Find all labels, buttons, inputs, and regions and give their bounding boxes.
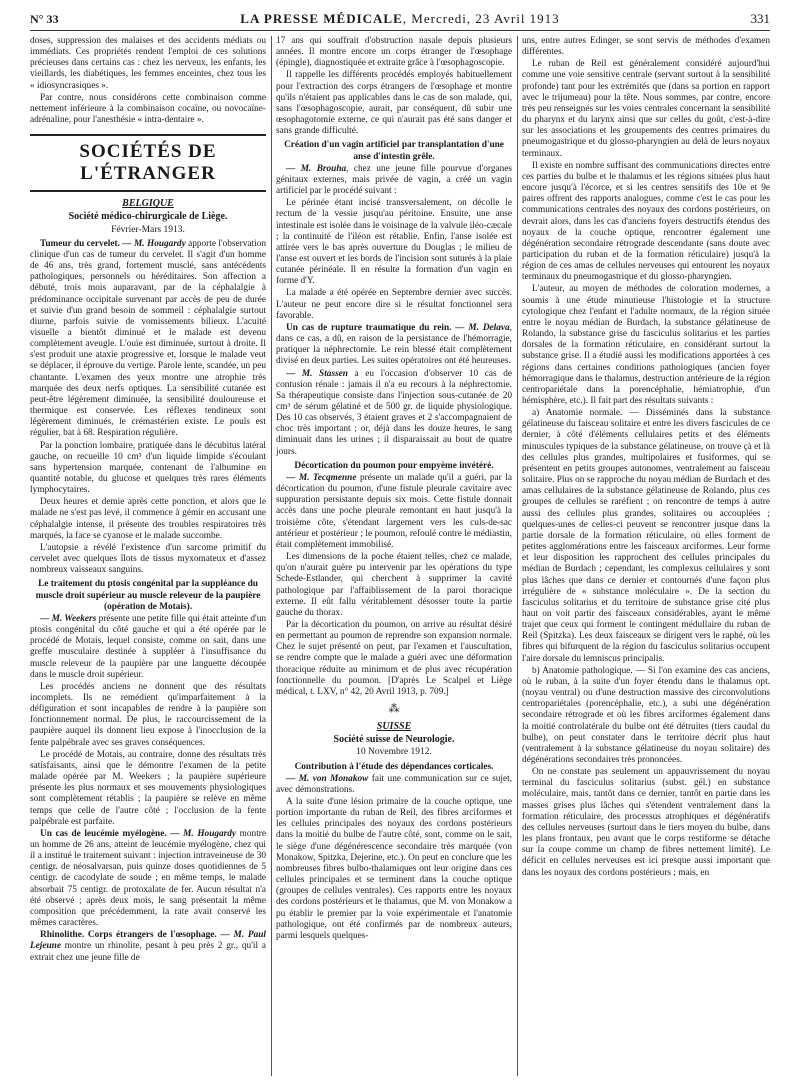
article-title: Tumeur du cervelet. xyxy=(40,238,120,249)
article-title: Création d'un vagin artificiel par transplantation d'une anse d'intestin grêle. xyxy=(284,140,504,162)
article-title: Rhinolithe. Corps étrangers de l'œsophage. xyxy=(40,930,217,941)
column-rule xyxy=(517,36,518,1076)
page-number: 331 xyxy=(750,11,770,26)
journal-title xyxy=(30,11,770,27)
article-author: — M. Stassen xyxy=(286,368,348,379)
journal-name: LA PRESSE MÉDICALE xyxy=(240,11,403,26)
article-title: Le traitement du ptosis congénital par la suppléance du muscle droit supérieur au muscle releveur de la paupière (opération de Motais). xyxy=(35,579,261,612)
paragraph: Par la décortication du poumon, on arrive au résultat désiré en permettant au poumon de reprendre son expansion normale. Chez le sujet présenté on peut, par l'examen et l'auscultation, se rendre compte que le malade a guéri avec une déformation thoracique réduite au minimum et de plus avec récupération fonctionnelle du poumon. [D'après Le Scalpel et Liège médical, t. LXV, n° 42, 20 Avril 1913, p. 709.] xyxy=(276,619,512,697)
article-title: Décortication du poumon pour empyème invétéré. xyxy=(294,460,494,471)
issue-date: , Mercredi, 23 Avril 1913 xyxy=(402,11,560,26)
paragraph: L'autopsie a révélé l'existence d'un sarcome primitif du cervelet avec quelques îlots de tissus myxomateux et d'assez nombreux vaisseaux sanguins. xyxy=(30,542,266,576)
article-text: présente un malade qu'il a guéri, par la décortication du poumon, d'une fistule pleurale cavitaire avec suppuration persistante depuis six mois. Cette fistule donnait accès dans une poche pleurale remontant en haut jusqu'à la troisième côte, s'étendant largement vers les culs-de-sac antérieur et postérieur ; le poumon, refoulé contre le médiastin, était complètement immobilisé. xyxy=(276,472,512,550)
paragraph: uns, entre autres Edinger, se sont servis de méthodes d'examen différentes. xyxy=(522,36,770,58)
article xyxy=(30,239,266,440)
paragraph: b) Anatomie pathologique. — Si l'on examine des cas anciens, où le ruban, à la suite d'un foyer étendu dans le thalamus opt. (noyau ventral) ou d'une destruction massive des circonvolutions centropariétales (porencéphalie, etc.), a subi une dégénération secondaire rétrograde et où les fibres arciformes également dans la moitié controlatérale du bulbe ont été détruites (tiers caudal du bulbe), on peut constater dans le territoire décrit plus haut (ventralement à la substance gélatineuse du noyau solitaire) des dégénérations secondaires très prononcées. xyxy=(522,665,770,765)
session-date: 10 Novembre 1912. xyxy=(356,747,432,758)
issue-number: N° 33 xyxy=(30,12,59,26)
section-title: SOCIÉTÉS DE L'ÉTRANGER xyxy=(30,134,266,192)
article-author: — M. Brouha xyxy=(286,163,347,174)
society-heading: Société médico-chirurgicale de Liège. xyxy=(68,211,228,223)
paragraph: 17 ans qui souffrait d'obstruction nasale depuis plusieurs années. Il montre encore un corps étranger de l'œsophage (épingle), diagnostiquée et extraite grâce à l'œsophagoscopie. xyxy=(276,36,512,69)
article xyxy=(276,369,512,458)
article-author: — M. Tecqmenne xyxy=(286,472,357,483)
article-author: — M. Hougardy xyxy=(166,828,237,839)
article xyxy=(276,774,512,796)
paragraph: Deux heures et demie après cette ponction, et alors que le malade ne s'est pas levé, il commence à gémir en accusant une céphalalgie intense, il présente des troubles respiratoires très marqués, la face se cyanose et le malade succombe. xyxy=(30,497,266,541)
paragraph: a) Anatomie normale. — Disséminés dans la substance gélatineuse du faisceau solitaire et entre les divers fascicules de ce dernier, à côté d'éléments cellulaires petits et des éléments minuscules typiques de la substance gélatineuse, on trouve çà et là des cellules plus grandes, multipolaires et fusiformes, qui se présentent en petits groupes autonomes, ventralement au faisceau solitaire. Plus on se rapproche du noyau médian de Burdach et des amas cellulaires de la substance gélatineuse de Rolando, plus ces groupes de cellules se raréfient ; on rencontre de temps à autre aussi des cellules plus grandes, solitaires ou accouplées ; quelques-unes de celles-ci peuvent se rencontrer jusque dans la partie dorsale de la formation réticulaire, où elles forment de petites agglomérations entre les faisceaux arciformes. Leur forme et leur disposition les rapprochent des cellules principales du médian de Burdach ; cependant, les complexus cellulaires y sont plus lâches que dans ce dernier et contournés d'une façon plus irrégulière de « substance moléculaire ». De la section du fasciculus solitarius et du territoire de substance grise cité plus haut on voit partir des faisceaux considérables, ayant le même trajet que ceux qui forment le contingent médullaire du ruban de Reil (Spitzka). Les deux faisceaux se dirigent vers le raphé, où les fibres qui bifurquent de la région du fasciculus solitarius occupent l'aire dorsale du lemniscus principalis. xyxy=(522,408,770,664)
article-text: fait une communication sur ce sujet, avec démonstrations. xyxy=(276,773,512,795)
article-title: Contribution à l'étude des dépendances corticales. xyxy=(294,761,494,772)
paragraph: Le périnée étant incisé transversalement, on décolle le rectum de la vessie jusqu'au péritoine. Ensuite, une anse intestinale est isolée dans le voisinage de la valvule iléo-cæcale ; la continuité de l'iléon est rétablie. Enfin, l'anse isolée est attirée vers le bas après ouverture du Douglas ; le milieu de l'anse est ouvert et les bords de l'incision sont suturés à la plaie cutanée périnéale. Il en résulte la formation d'un vagin en forme d'Y. xyxy=(276,198,512,287)
article-author: — M. Weekers xyxy=(40,613,97,624)
section-separator: ⁂ xyxy=(388,703,400,716)
article xyxy=(276,164,512,197)
society-heading: Société suisse de Neurologie. xyxy=(333,734,455,746)
country-heading: BELGIQUE xyxy=(122,198,174,210)
article-text: , dans ce cas, a dû, en raison de la persistance de l'hémorragie, pratiquer la néphrectomie. Le rein blessé était complètement divisé en deux parties. Les suites opératoires ont été heureuses. xyxy=(276,322,512,367)
article-author: — M. Hougardy xyxy=(122,238,186,249)
column-2 xyxy=(276,36,512,1076)
paragraph: Le ruban de Reil est généralement considéré aujourd'hui comme une voie sensitive centrale (servant surtout à la sensibilité profonde) tant pour les extrémités que (dans sa portion en rapport avec le trijumeau) pour la tête. Nous sommes, par contre, encore très peu renseignés sur les voies centrales concernant la sensibilité du pharynx et du larynx ainsi que sur celles du goût, c'est-à-dire sur les associations et les groupements des centres primaires du pneumogastrique et du glosso-pharyngien au delà de leurs noyaux terminaux. xyxy=(522,59,770,159)
paragraph: Les procédés anciens ne donnent que des résultats incomplets. Ils ne remédient qu'imparfaitement à la défiguration et sont incapables de rendre à la paupière son fonctionnement normal. De plus, le raccourcissement de la paupière auquel ils donnent lieu expose à l'inocclusion de la fente palpébrale avec ses graves conséquences. xyxy=(30,681,266,748)
article-title: Un cas de leucémie myélogène. xyxy=(40,828,167,839)
article-author: — M. von Monakow xyxy=(286,773,369,784)
paragraph: A la suite d'une lésion primaire de la couche optique, une portion importante du ruban de Reil, des fibres arciformes et les cellules principales des noyaux des cordons postérieurs dans la moitié du bulbe de l'autre côté, sont, comme on le sait, le siège d'une dégénérescence secondaire très marquée (von Monakow, Spitzka, Dejerine, etc.). On peut en conclure que les nombreuses fibres bulbo-thalamiques ont leur origine dans ces cellules principales et se terminent dans la couche optique (groupes de cellules ventrales). Ces rapports entre les noyaux des cordons postérieurs et le thalamus, que M. von Monakow a pu établir le premier par la voie expérimentale et l'anatomie pathologique, ont été confirmés par de nombreux auteurs, parmi lesquels quelques- xyxy=(276,797,512,941)
article xyxy=(30,930,266,963)
article-author: — M. Delava xyxy=(451,322,510,333)
paragraph: Il rappelle les différents procédés employés habituellement pour l'extraction des corps étrangers de l'œsophage et montre qu'ils n'étaient pas applicables dans le cas de son malade, qui, sans l'œsophagoscopie, aurait, par conséquent, dû subir une œsophagotomie externe, ce qui n'aurait pas été sans danger et sans grande difficulté. xyxy=(276,70,512,137)
paragraph: doses, suppression des malaises et des accidents médiats ou immédiats. Ces propriétés rendent l'emploi de ces solutions précieuses dans certains cas : chez les nerveux, les enfants, les vieillards, les diabétiques, les femmes enceintes, chez tous les « idiosyncrasiques ». xyxy=(30,36,266,91)
article xyxy=(30,614,266,681)
paragraph: Les dimensions de la poche étaient telles, chez ce malade, qu'on n'aurait guère pu intervenir par les opérations du type Schede-Estlander, qui cherchent à supprimer la cavité pathologique par l'affaiblissement de la paroi thoracique externe. Il eût fallu véritablement désosser toute la partie gauche du thorax. xyxy=(276,552,512,618)
article-text: montre un homme de 26 ans, atteint de leucémie myélogène, chez qui il a institué le traitement suivant : injection intraveineuse de 30 centigr. de néosalvarsan, puis quinze doses quotidiennes de 5 centigr. de cacodylate de soude ; en même temps, le malade absorbait 75 centigr. de protoxalate de fer. Aucun résultat n'a été observé ; après deux mois, le sang présentait la même composition que précédemment, la rate avait conservé les mêmes caractères. xyxy=(30,828,266,929)
paragraph: On ne constate pas seulement un appauvrissement du noyau terminal du fasciculus solitarius (subst. gél.) en substance moléculaire, mais, tantôt dans ce dernier, tantôt en partie dans les masses grises plus lâches qui s'étendent ventralement dans la formation réticulaire, des processus atrophiques et dégénératifs des cellules nerveuses (surtout dans le tiers moyen du bulbe, dans les plans frontaux, peu avant que le corps restiforme se détache sur la coupe comme un champ de fibres nettement limité). Le déficit en cellules nerveuses est ici presque aussi important que dans les noyaux des cordons postérieurs ; mais, en xyxy=(522,767,770,878)
column-rule xyxy=(271,36,272,1076)
paragraph: Le procédé de Motais, au contraire, donne des résultats très satisfaisants, ainsi que le démontre l'examen de la petite malade opérée par M. Weekers ; la paupière supérieure présente les plus normaux et ses mouvements physiologiques sont complètement rétablis ; la paupière se relève en même temps que celle de l'autre côté ; l'occlusion de la fente palpébrale est parfaite. xyxy=(30,749,266,827)
article-text: présente une petite fille qui était atteinte d'un ptosis congénital du côté gauche et qui a été opérée par le procédé de Motais, lequel consiste, comme on sait, dans une greffe musculaire destinée à suppléer à l'insuffisance du muscle releveur de la paupière par une languette découpée dans le muscle droit supérieur. xyxy=(30,613,266,680)
column-3 xyxy=(522,36,770,1076)
article-text: apporte l'observation clinique d'un cas de tumeur du cervelet. Il s'agit d'un homme de 46 ans, très grand, fortement musclé, sans antécédents pathologiques, personnels ou héréditaires. Son affection a débuté, trois mois auparavant, par de la céphalalgie à prédominance occipitale survenant par accès de peu de durée et suivie d'un grand besoin de sommeil : céphalalgie surtout diurne, parfois suivie de vomissements bilieux. L'acuité visuelle a bientôt diminué et le malade est devenu complètement aveugle. L'ouïe est diminuée, surtout à droite. Il s'est produit une ataxie progressive et, lorsque le malade veut se déplacer, il éprouve du vertige. Parole lente, scandée, un peu chantante. L'examen des yeux montre une atrophie très marquée des deux nerfs optiques. La sensibilité cutanée est peut-être légèrement diminuée, la sensibilité douloureuse et thermique est conservée. Les réflexes tendineux sont légèrement diminués, le crémastérien existe. Le pouls est régulier, bat à 68. Respiration régulière. xyxy=(30,238,266,439)
article-text: montre un rhinolite, pesant à peu près 2 gr., qu'il a extrait chez une jeune fille de xyxy=(30,941,266,963)
paragraph: Par contre, nous considérons cette combinaison comme nettement inférieure à la combinaison cocaïne, ou novocaïne-adrénaline, pour l'anesthésie « intra-dentaire ». xyxy=(30,92,266,126)
article-text: a eu l'occasion d'observer 10 cas de contusion rénale : jamais il n'a eu recours à la néphrectomie. Sa thérapeutique consiste dans l'injection sous-cutanée de 20 cm³ de sérum gélatiné et de 500 gr. de liquide physiologique. Des 10 cas observés, 3 étaient graves et 2 s'accompagnaient de choc très important ; or, déjà dans les douze heures, le sang diminuait dans les urines ; il disparaissait au bout de quatre jours. xyxy=(276,368,512,457)
paragraph: Il existe en nombre suffisant des communications directes entre ces parties du bulbe et le thalamus et les régions situées plus haut encore jusqu'à l'écorce, et si les centres sensitifs des 10e et 9e paires offrent des rapports analogues, comme c'est le cas pour les communications centrales des noyaux des cordons postérieurs, on devrait alors, dans les cas d'anciens foyers destructifs étendus des noyaux de la couche optique, rencontrer également une dégénération secondaire rétrograde descendante (sans doute avec participation du ruban et de la formation réticulaire) jusqu'à la région de ces amas de cellules nerveuses qui entourent les noyaux terminaux du pneumogastrique et du glosso-pharyngien. xyxy=(522,160,770,283)
article xyxy=(30,829,266,929)
article-title: Un cas de rupture traumatique du rein. xyxy=(286,322,452,333)
article xyxy=(276,473,512,551)
paragraph: L'auteur, au moyen de méthodes de coloration modernes, a soumis à une étude minutieuse l'histologie et la structure cytologique chez l'enfant et l'adulte normaux, de la région située entre le noyau médian de Burdach, la substance gélatineuse de Rolando, la substance grise du fasciculus solitarius et les parties dorsales de la formation réticulaire, en considérant surtout la substance grise. Il a étudié aussi les modifications apportées à ces régions dans certaines conditions pathologiques (ancien foyer hémorragique dans le thalamus, destruction antérieure de la région centropariétale dans la porencéphalie, hémiatrophie, d'un hémisphère, etc.). Il fait part des résultats suivants : xyxy=(522,284,770,406)
article-text: , chez une jeune fille pourvue d'organes génitaux externes, mais privée de vagin, a créé un vagin artificiel par le procédé suivant : xyxy=(276,163,512,197)
session-date: Février-Mars 1913. xyxy=(111,224,185,235)
article xyxy=(276,323,512,368)
paragraph: Par la ponction lombaire, pratiquée dans le décubitus latéral gauche, on recueille 10 cm³ d'un liquide limpide s'écoulant sans hypertension marquée, contenant de l'albumine en quantité notable, du glucose et quelques très rares éléments lymphocytaires. xyxy=(30,440,266,496)
column-1 xyxy=(30,36,266,1076)
country-heading: SUISSE xyxy=(376,721,412,733)
paragraph: La malade a été opérée en Septembre dernier avec succès. L'auteur ne peut encore dire si le résultat fonctionnel sera favorable. xyxy=(276,288,512,321)
article-author: — M. Paul Lejeune xyxy=(30,930,266,952)
page-header xyxy=(30,8,770,31)
